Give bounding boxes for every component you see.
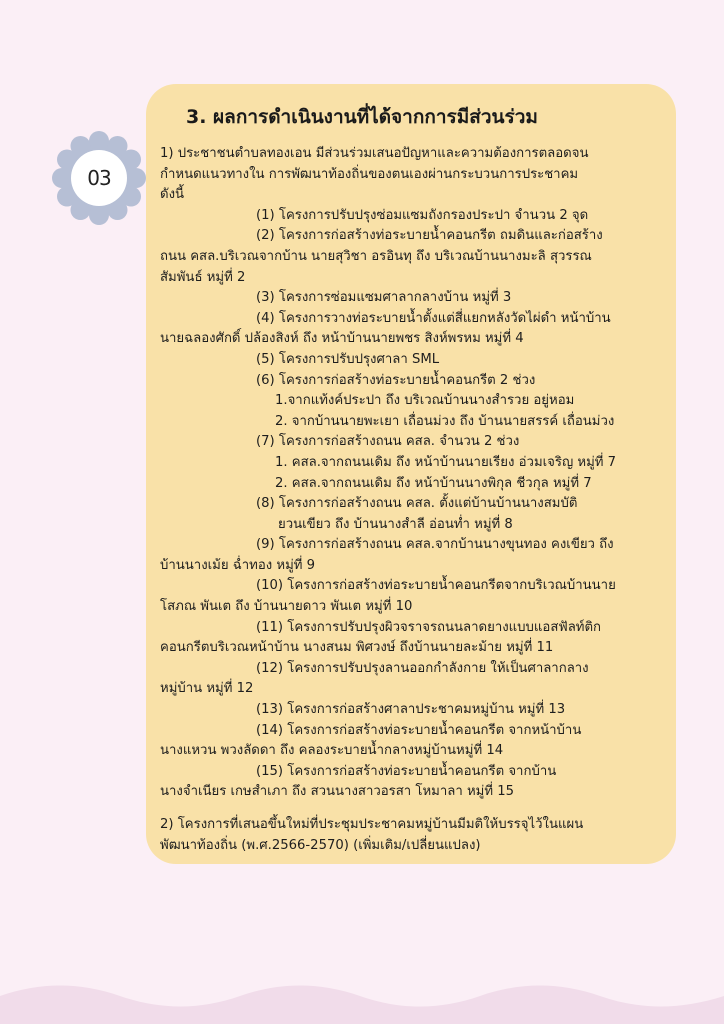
section-number: 03: [87, 166, 111, 190]
project-item-7: (7) โครงการก่อสร้างถนน คสล. จำนวน 2 ช่วง: [256, 434, 520, 450]
section-body: [160, 144, 668, 856]
project-7-subitem: 1. คสล.จากถนนเดิม ถึง หน้าบ้านนายเรียง อ่วมเจริญ หมู่ที่ 7: [275, 454, 617, 470]
project-item-11-cont: คอนกรีตบริเวณหน้าบ้าน นางสนม พิศวงษ์ ถึงบ้านนายละม้าย หมู่ที่ 11: [160, 640, 554, 656]
conclusion-line: พัฒนาท้องถิ่น (พ.ศ.2566-2570) (เพิ่มเติม/เปลี่ยนแปลง): [160, 837, 481, 853]
project-item-3: (3) โครงการซ่อมแซมศาลากลางบ้าน หมู่ที่ 3: [256, 290, 512, 306]
project-item-15-cont: นางจำเนียร เกษสำเภา ถึง สวนนางสาวอรสา โหมาลา หมู่ที่ 15: [160, 784, 515, 800]
section-badge: [50, 129, 148, 227]
project-item-8-cont: ยวนเขียว ถึง บ้านนางสำลี อ่อนท่ำ หมู่ที่ 8: [278, 516, 513, 532]
project-item-12-cont: หมู่บ้าน หมู่ที่ 12: [160, 681, 254, 697]
project-item-8: (8) โครงการก่อสร้างถนน คสล. ตั้งแต่บ้านบ้านนางสมบัติ: [256, 496, 578, 512]
project-6-subitem: 1.จากแท้งค์ประปา ถึง บริเวณบ้านนางสำรวย อยู่หอม: [275, 393, 575, 409]
intro-line: 1) ประชาชนตำบลทองเอน มีส่วนร่วมเสนอปัญหาและความต้องการตลอดจน: [160, 146, 589, 161]
project-item-4: (4) โครงการวางท่อระบายน้ำตั้งแต่สี่แยกหลังวัดไผ่ดำ หน้าบ้าน: [256, 310, 611, 326]
project-item-9: (9) โครงการก่อสร้างถนน คสล.จากบ้านนางขุนทอง คงเขียว ถึง: [256, 537, 614, 553]
project-item-15: (15) โครงการก่อสร้างท่อระบายน้ำคอนกรีต จากบ้าน: [256, 763, 557, 779]
project-item-14: (14) โครงการก่อสร้างท่อระบายน้ำคอนกรีต จากหน้าบ้าน: [256, 722, 582, 738]
project-6-subitem: 2. จากบ้านนายพะเยา เถื่อนม่วง ถึง บ้านนายสรรค์ เถื่อนม่วง: [275, 413, 615, 429]
project-item-2: (2) โครงการก่อสร้างท่อระบายน้ำคอนกรีต ถมดินและก่อสร้าง: [256, 228, 603, 244]
bottom-wave-decoration: [0, 978, 724, 1024]
conclusion-line: 2) โครงการที่เสนอขึ้นใหม่ที่ประชุมประชาคมหมู่บ้านมีมติให้บรรจุไว้ในแผน: [160, 817, 584, 832]
project-item-14-cont: นางแหวน พวงลัดดา ถึง คลองระบายน้ำกลางหมู่บ้านหมู่ที่ 14: [160, 743, 504, 759]
project-item-1: (1) โครงการปรับปรุงซ่อมแซมถังกรองประปา จำนวน 2 จุด: [256, 207, 589, 223]
project-item-4-cont: นายฉลองศักดิ์ ปล้องสิงห์ ถึง หน้าบ้านนายพชร สิงห์พรหม หมู่ที่ 4: [160, 331, 524, 347]
paragraph-gap: [160, 803, 668, 815]
project-item-10: (10) โครงการก่อสร้างท่อระบายน้ำคอนกรีตจากบริเวณบ้านนาย: [256, 578, 616, 594]
project-item-6: (6) โครงการก่อสร้างท่อระบายน้ำคอนกรีต 2 ช่วง: [256, 372, 536, 388]
project-item-5: (5) โครงการปรับปรุงศาลา SML: [256, 351, 440, 367]
project-item-10-cont: โสภณ พันเต ถึง บ้านนายดาว พันเต หมู่ที่ 10: [160, 599, 413, 615]
project-item-11: (11) โครงการปรับปรุงผิวจราจรถนนลาดยางแบบแอสฟัลท์ติก: [256, 619, 602, 635]
project-item-2-cont: สัมพันธ์ หมู่ที่ 2: [160, 269, 246, 285]
project-item-9-cont: บ้านนางเม้ย ฉ่ำทอง หมู่ที่ 9: [160, 557, 316, 573]
project-item-12: (12) โครงการปรับปรุงลานออกกำลังกาย ให้เป็นศาลากลาง: [256, 660, 589, 676]
project-7-subitem: 2. คสล.จากถนนเดิม ถึง หน้าบ้านนางพิกุล ชีวกุล หมู่ที่ 7: [275, 475, 592, 491]
project-item-2-cont: ถนน คสล.บริเวณจากบ้าน นายสุวิชา อรอินทุ ถึง บริเวณบ้านนางมะลิ สุวรรณ: [160, 248, 592, 264]
section-heading: 3. ผลการดำเนินงานที่ได้จากการมีส่วนร่วม: [186, 106, 538, 128]
intro-line: กำหนดแนวทางใน การพัฒนาท้องถิ่นของตนเองผ่านกระบวนการประชาคม: [160, 166, 579, 182]
intro-line: ดังนี้: [160, 187, 185, 203]
project-item-13: (13) โครงการก่อสร้างศาลาประชาคมหมู่บ้าน หมู่ที่ 13: [256, 702, 566, 718]
